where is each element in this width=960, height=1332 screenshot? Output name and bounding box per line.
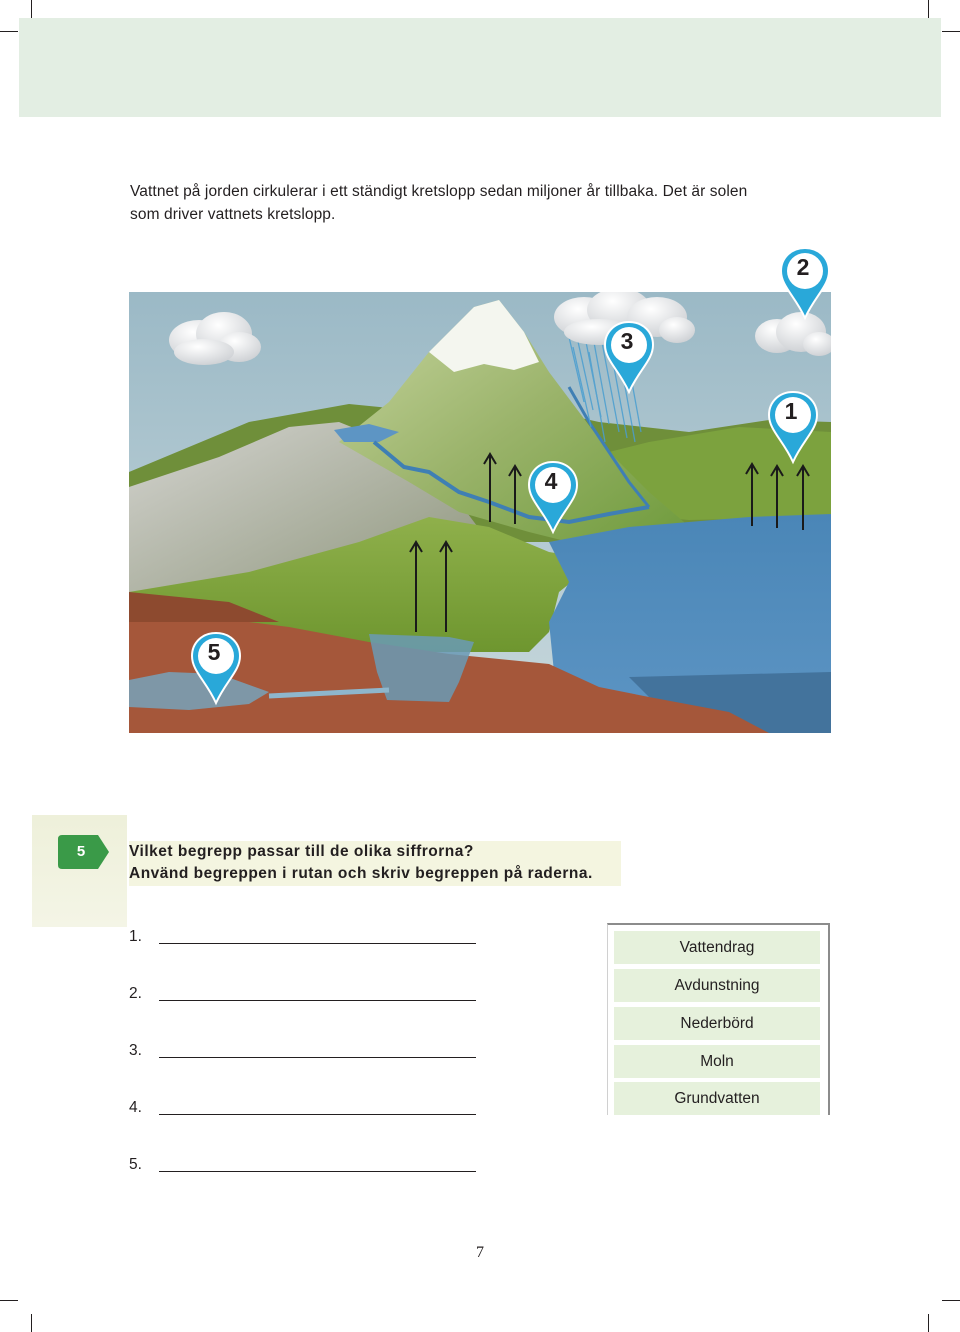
task-sidebar (32, 815, 127, 927)
task-question-line-2: Använd begreppen i rutan och skriv begreppen på raderna. (129, 863, 597, 885)
marker-1 (766, 388, 824, 458)
word-avdunstning: Avdunstning (614, 969, 820, 1002)
answer-label: 1. (129, 928, 142, 945)
crop-mark (942, 1300, 960, 1301)
page-number: 7 (476, 1244, 484, 1261)
word-grundvatten: Grundvatten (614, 1082, 820, 1115)
marker-2 (778, 244, 836, 314)
answer-line-2[interactable] (159, 1000, 476, 1001)
marker-4 (526, 458, 584, 528)
answer-row-4 (129, 1096, 479, 1120)
answer-label: 4. (129, 1099, 142, 1116)
word-nederbord: Nederbörd (614, 1007, 820, 1040)
word-vattendrag: Vattendrag (614, 931, 820, 964)
marker-3 (602, 318, 660, 388)
task-question-line-1: Vilket begrepp passar till de olika siffrorna? (129, 843, 474, 860)
crop-mark (942, 31, 960, 32)
water-cycle-illustration (129, 254, 831, 733)
answer-row-1 (129, 925, 479, 949)
crop-mark (928, 0, 929, 18)
crop-mark (0, 31, 18, 32)
answer-label: 3. (129, 1042, 142, 1059)
header-band (19, 18, 941, 117)
crop-mark (31, 1314, 32, 1332)
intro-line-2: som driver vattnets kretslopp. (130, 206, 336, 223)
answer-line-5[interactable] (159, 1171, 476, 1172)
answer-row-3 (129, 1039, 479, 1063)
marker-4-label: 4 (544, 468, 558, 494)
answer-line-1[interactable] (159, 943, 476, 944)
marker-2-label: 2 (796, 254, 810, 280)
intro-line-1: Vattnet på jorden cirkulerar i ett ständigt kretslopp sedan miljoner år tillbaka. Det är solen (130, 183, 748, 200)
answer-label: 5. (129, 1156, 142, 1173)
word-bank (607, 923, 830, 1115)
word-moln: Moln (614, 1045, 820, 1078)
answer-label: 2. (129, 985, 142, 1002)
answer-row-5 (129, 1153, 479, 1177)
marker-1-label: 1 (784, 398, 798, 424)
crop-mark (31, 0, 32, 18)
task-number: 5 (76, 843, 86, 860)
task-number-badge (58, 835, 110, 869)
answer-row-2 (129, 982, 479, 1006)
crop-mark (928, 1314, 929, 1332)
crop-mark (0, 1300, 18, 1301)
intro-text (130, 180, 850, 226)
answer-line-4[interactable] (159, 1114, 476, 1115)
marker-3-label: 3 (620, 328, 634, 354)
marker-5-label: 5 (207, 639, 221, 665)
marker-5 (189, 629, 247, 699)
answer-line-3[interactable] (159, 1057, 476, 1058)
